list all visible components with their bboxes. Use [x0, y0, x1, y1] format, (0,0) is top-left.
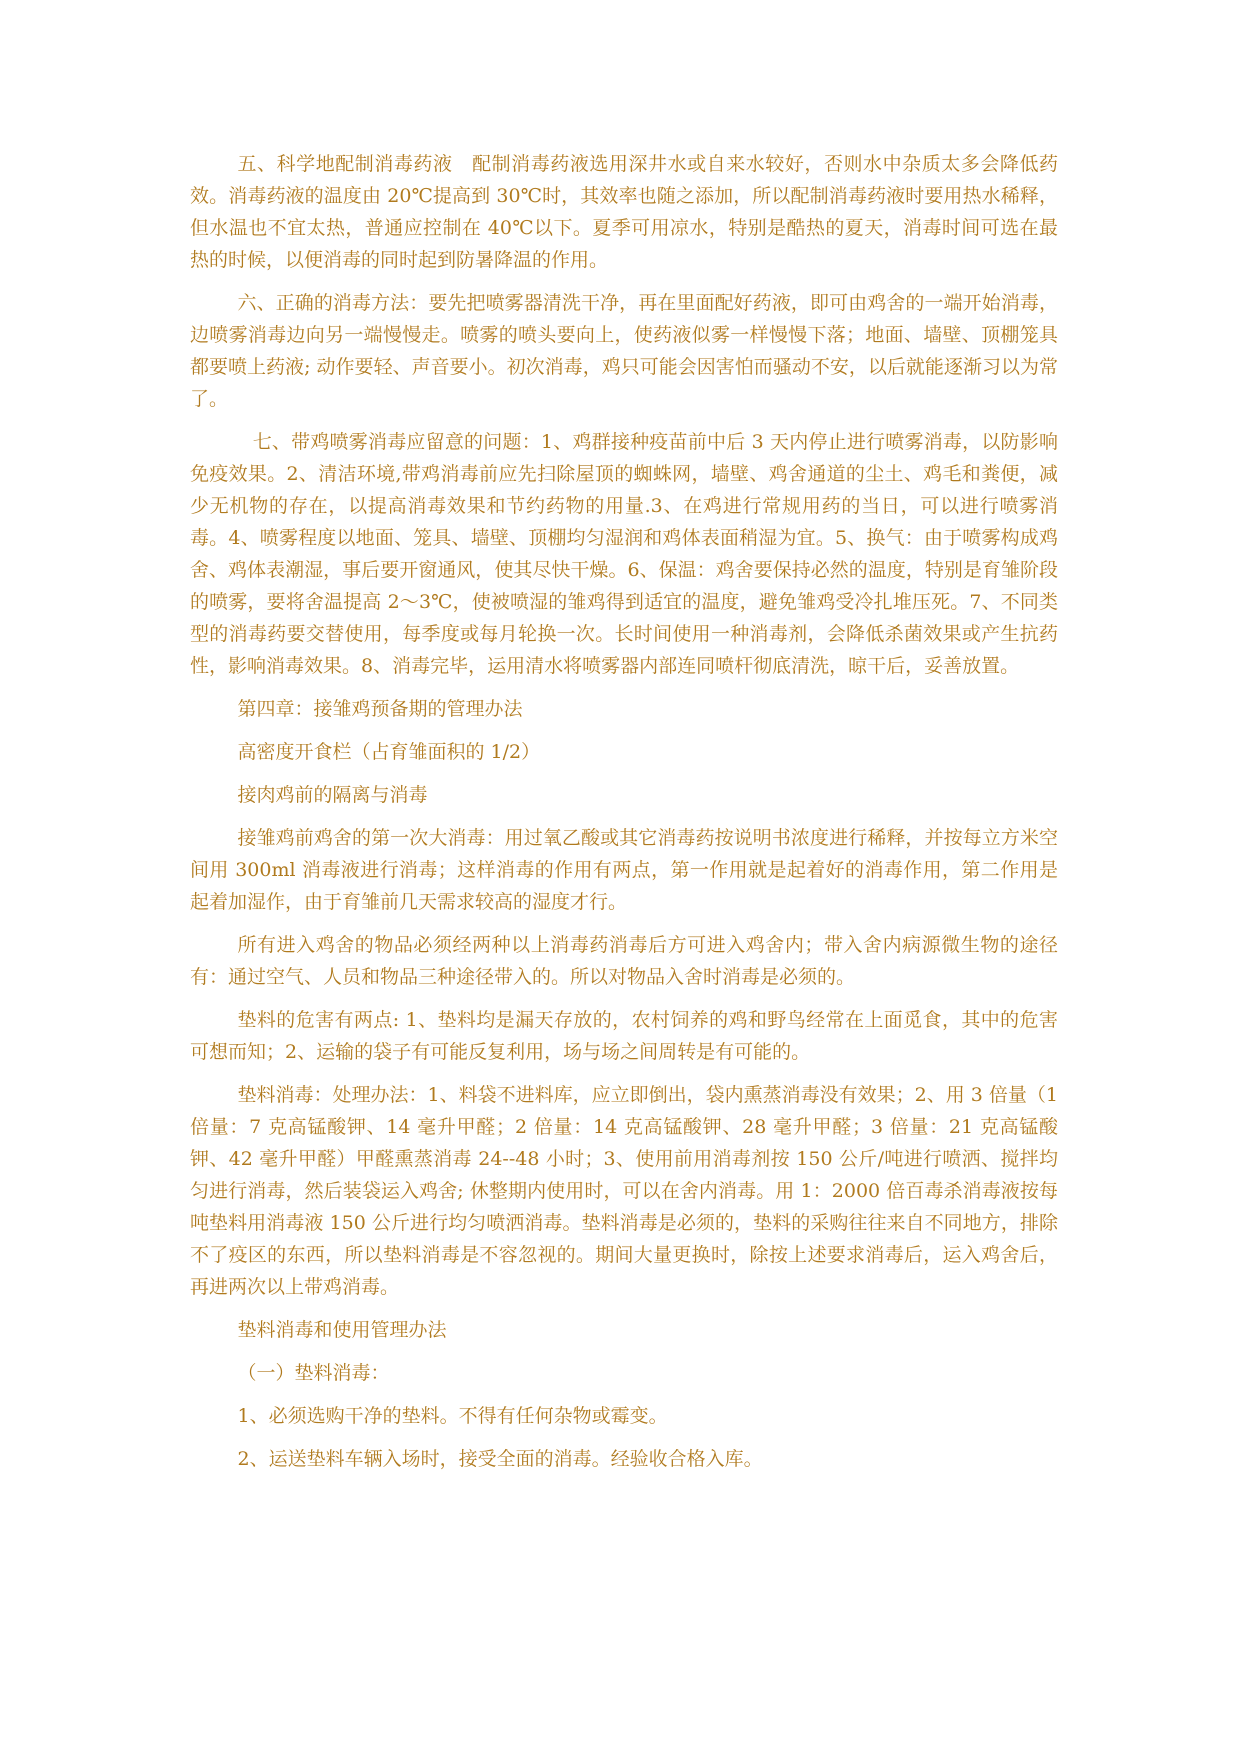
chapter-heading: 第四章：接雏鸡预备期的管理办法	[237, 698, 523, 720]
document-body	[190, 148, 1058, 1486]
paragraph-disinfectant-preparation: 五、科学地配制消毒药液 配制消毒药液选用深井水或自来水较好，否则水中杂质太多会降低药效。消毒药液的温度由 20℃提高到 30℃时，其效率也随之添加，所以配制消毒药液时要用热水稀释，但水温也不宜太热，普通应控制在 40℃以下。夏季可用凉水，特别是酷热的夏天，消毒时间可选在最热的时候，以便消毒的同时起到防暑降温的作用。	[190, 153, 1058, 271]
paragraph-litter-disinfection: 垫料消毒：处理办法：1、料袋不进料库，应立即倒出，袋内熏蒸消毒没有效果；2、用 3 倍量（1 倍量：7 克高锰酸钾、14 毫升甲醛；2 倍量：14 克高锰酸钾、28 毫升甲醛；3 倍量：21 克高锰酸钾、42 毫升甲醛）甲醛熏蒸消毒 24--48 小时；3、使用前用消毒剂按 150 公斤/吨进行喷洒、搅拌均匀进行消毒，然后装袋运入鸡舍; 休整期内使用时，可以在舍内消毒。用 1：2000 倍百毒杀消毒液按每吨垫料用消毒液 150 公斤进行均匀喷洒消毒。垫料消毒是必须的，垫料的采购往往来自不同地方，排除不了疫区的东西，所以垫料消毒是不容忽视的。期间大量更换时，除按上述要求消毒后，运入鸡舍后，再进两次以上带鸡消毒。	[190, 1084, 1058, 1298]
paragraph-first-disinfection: 接雏鸡前鸡舍的第一次大消毒：用过氧乙酸或其它消毒药按说明书浓度进行稀释，并按每立方米空间用 300ml 消毒液进行消毒；这样消毒的作用有两点，第一作用就是起着好的消毒作用，第二作用是起着加湿作，由于育雏前几天需求较高的湿度才行。	[190, 827, 1058, 913]
paragraph-items-disinfection: 所有进入鸡舍的物品必须经两种以上消毒药消毒后方可进入鸡舍内；带入舍内病源微生物的途径有：通过空气、人员和物品三种途径带入的。所以对物品入舍时消毒是必须的。	[190, 934, 1058, 988]
paragraph-disinfection-method: 六、正确的消毒方法：要先把喷雾器清洗干净，再在里面配好药液，即可由鸡舍的一端开始消毒，边喷雾消毒边向另一端慢慢走。喷雾的喷头要向上，使药液似雾一样慢慢下落；地面、墙壁、顶棚笼具都要喷上药液; 动作要轻、声音要小。初次消毒，鸡只可能会因害怕而骚动不安，以后就能逐渐习以为常了。	[190, 292, 1058, 410]
section-heading-litter-management: 垫料消毒和使用管理办法	[237, 1319, 447, 1341]
subsection-heading-litter-disinfection: （一）垫料消毒：	[237, 1362, 390, 1384]
list-item: 1、必须选购干净的垫料。不得有任何杂物或霉变。	[237, 1405, 668, 1427]
paragraph-spray-precautions: 七、带鸡喷雾消毒应留意的问题：1、鸡群接种疫苗前中后 3 天内停止进行喷雾消毒，以防影响免疫效果。2、清洁环境,带鸡消毒前应先扫除屋顶的蜘蛛网，墙壁、鸡舍通道的尘土、鸡毛和粪便，减少无机物的存在，以提高消毒效果和节约药物的用量.3、在鸡进行常规用药的当日，可以进行喷雾消毒。4、喷雾程度以地面、笼具、墙壁、顶棚均匀湿润和鸡体表面稍湿为宜。5、换气：由于喷雾构成鸡舍、鸡体表潮湿，事后要开窗通风，使其尽快干燥。6、保温：鸡舍要保持必然的温度，特别是育雏阶段的喷雾，要将舍温提高 2～3℃，使被喷湿的雏鸡得到适宜的温度，避免雏鸡受冷扎堆压死。7、不同类型的消毒药要交替使用，每季度或每月轮换一次。长时间使用一种消毒剂，会降低杀菌效果或产生抗药性，影响消毒效果。8、消毒完毕，运用清水将喷雾器内部连同喷杆彻底清洗，晾干后，妥善放置。	[190, 431, 1058, 677]
section-heading-feeding-pen: 高密度开食栏（占育雏面积的 1/2）	[237, 741, 541, 763]
section-heading-isolation: 接肉鸡前的隔离与消毒	[237, 784, 428, 806]
paragraph-litter-hazards: 垫料的危害有两点: 1、垫料均是漏天存放的，农村饲养的鸡和野鸟经常在上面觅食，其中的危害可想而知；2、运输的袋子有可能反复利用，场与场之间周转是有可能的。	[190, 1009, 1058, 1063]
list-item: 2、运送垫料车辆入场时，接受全面的消毒。经验收合格入库。	[237, 1448, 763, 1470]
